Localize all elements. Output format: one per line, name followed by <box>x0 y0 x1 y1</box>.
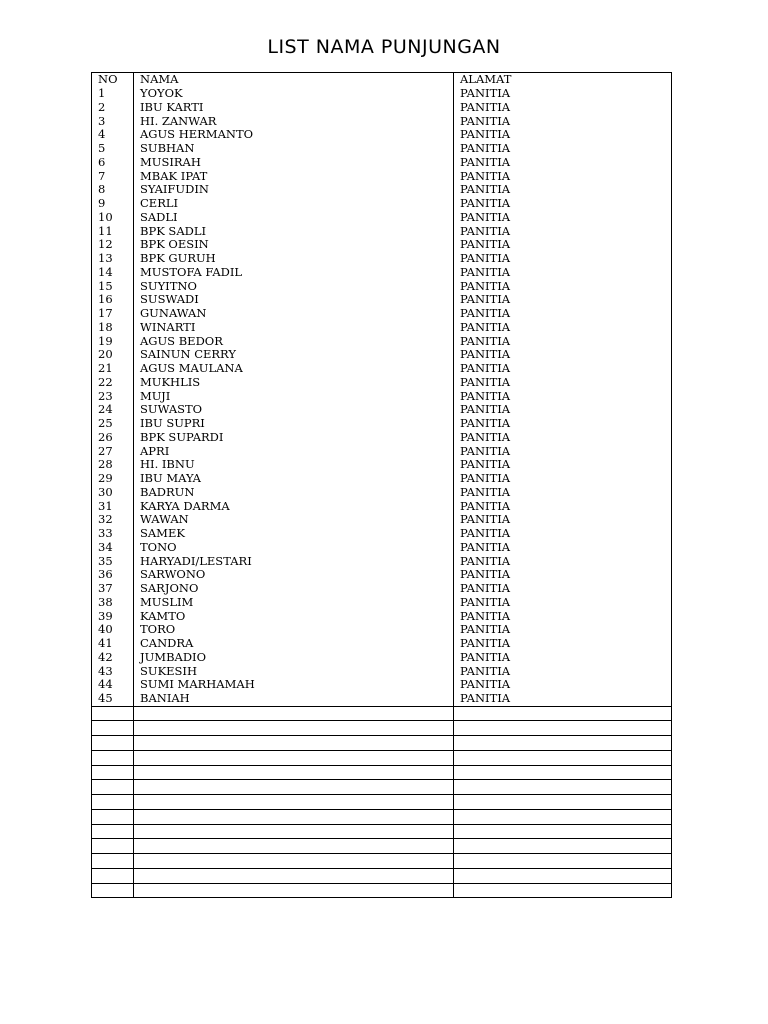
guest-list-table <box>91 72 672 898</box>
cell-nama: GUNAWAN <box>134 307 454 321</box>
table-row <box>92 499 672 513</box>
table-row <box>92 376 672 390</box>
cell-alamat: PANITIA <box>454 321 672 335</box>
table-row <box>92 527 672 541</box>
empty-cell-no <box>92 736 134 751</box>
cell-alamat: PANITIA <box>454 444 672 458</box>
table-row <box>92 609 672 623</box>
cell-nama: APRI <box>134 444 454 458</box>
cell-no: 45 <box>92 692 134 706</box>
table-row <box>92 541 672 555</box>
cell-no: 41 <box>92 637 134 651</box>
cell-nama: SARJONO <box>134 582 454 596</box>
cell-alamat: PANITIA <box>454 169 672 183</box>
empty-cell-no <box>92 721 134 736</box>
empty-cell-alamat <box>454 854 672 869</box>
table-body <box>92 73 672 898</box>
table-row <box>92 664 672 678</box>
cell-no: 23 <box>92 389 134 403</box>
cell-alamat: PANITIA <box>454 582 672 596</box>
cell-alamat: PANITIA <box>454 692 672 706</box>
empty-cell-nama <box>134 750 454 765</box>
cell-alamat: PANITIA <box>454 362 672 376</box>
cell-no: 36 <box>92 568 134 582</box>
table-row <box>92 156 672 170</box>
cell-alamat: PANITIA <box>454 128 672 142</box>
cell-alamat: PANITIA <box>454 376 672 390</box>
empty-table-row <box>92 883 672 898</box>
cell-nama: SAMEK <box>134 527 454 541</box>
cell-alamat: PANITIA <box>454 252 672 266</box>
table-row <box>92 197 672 211</box>
cell-alamat: PANITIA <box>454 142 672 156</box>
cell-no: 31 <box>92 499 134 513</box>
empty-cell-alamat <box>454 765 672 780</box>
cell-no: 3 <box>92 114 134 128</box>
cell-nama: TONO <box>134 541 454 555</box>
cell-no: 19 <box>92 334 134 348</box>
cell-nama: BPK GURUH <box>134 252 454 266</box>
table-row <box>92 431 672 445</box>
cell-no: 20 <box>92 348 134 362</box>
cell-nama: SARWONO <box>134 568 454 582</box>
cell-no: 10 <box>92 211 134 225</box>
table-row <box>92 623 672 637</box>
table-row <box>92 238 672 252</box>
cell-alamat: PANITIA <box>454 197 672 211</box>
cell-nama: MUKHLIS <box>134 376 454 390</box>
cell-nama: KARYA DARMA <box>134 499 454 513</box>
table-row <box>92 637 672 651</box>
table-row <box>92 169 672 183</box>
cell-nama: BADRUN <box>134 486 454 500</box>
cell-alamat: PANITIA <box>454 389 672 403</box>
table-row <box>92 279 672 293</box>
table-row <box>92 389 672 403</box>
cell-no: 22 <box>92 376 134 390</box>
cell-nama: WINARTI <box>134 321 454 335</box>
cell-nama: MUJI <box>134 389 454 403</box>
cell-nama: SUWASTO <box>134 403 454 417</box>
empty-table-row <box>92 795 672 810</box>
cell-no: 32 <box>92 513 134 527</box>
cell-alamat: PANITIA <box>454 651 672 665</box>
cell-nama: WAWAN <box>134 513 454 527</box>
cell-no: 17 <box>92 307 134 321</box>
table-row <box>92 307 672 321</box>
table-row <box>92 458 672 472</box>
empty-cell-no <box>92 765 134 780</box>
cell-alamat: PANITIA <box>454 664 672 678</box>
empty-cell-no <box>92 824 134 839</box>
cell-alamat: PANITIA <box>454 513 672 527</box>
header-nama: NAMA <box>134 73 454 87</box>
empty-cell-alamat <box>454 868 672 883</box>
cell-alamat: PANITIA <box>454 183 672 197</box>
cell-alamat: PANITIA <box>454 678 672 692</box>
empty-cell-nama <box>134 706 454 721</box>
empty-table-row <box>92 824 672 839</box>
table-row <box>92 348 672 362</box>
empty-cell-alamat <box>454 721 672 736</box>
cell-alamat: PANITIA <box>454 637 672 651</box>
cell-alamat: PANITIA <box>454 596 672 610</box>
table-row <box>92 114 672 128</box>
empty-cell-no <box>92 854 134 869</box>
empty-cell-no <box>92 809 134 824</box>
table-row <box>92 472 672 486</box>
empty-cell-no <box>92 750 134 765</box>
empty-table-row <box>92 721 672 736</box>
cell-no: 44 <box>92 678 134 692</box>
cell-nama: KAMTO <box>134 609 454 623</box>
cell-nama: MUSIRAH <box>134 156 454 170</box>
empty-table-row <box>92 750 672 765</box>
cell-nama: CERLI <box>134 197 454 211</box>
cell-no: 1 <box>92 87 134 101</box>
cell-nama: MBAK IPAT <box>134 169 454 183</box>
empty-table-row <box>92 736 672 751</box>
cell-no: 5 <box>92 142 134 156</box>
table-row <box>92 321 672 335</box>
cell-alamat: PANITIA <box>454 458 672 472</box>
cell-no: 8 <box>92 183 134 197</box>
cell-nama: MUSTOFA FADIL <box>134 266 454 280</box>
cell-alamat: PANITIA <box>454 472 672 486</box>
cell-nama: YOYOK <box>134 87 454 101</box>
cell-no: 11 <box>92 224 134 238</box>
empty-cell-alamat <box>454 824 672 839</box>
cell-no: 37 <box>92 582 134 596</box>
cell-no: 25 <box>92 417 134 431</box>
cell-no: 18 <box>92 321 134 335</box>
empty-cell-alamat <box>454 780 672 795</box>
table-header-row <box>92 73 672 87</box>
table-row <box>92 596 672 610</box>
cell-nama: AGUS HERMANTO <box>134 128 454 142</box>
empty-cell-nama <box>134 780 454 795</box>
cell-no: 42 <box>92 651 134 665</box>
cell-no: 33 <box>92 527 134 541</box>
cell-nama: HI. IBNU <box>134 458 454 472</box>
empty-cell-no <box>92 706 134 721</box>
cell-alamat: PANITIA <box>454 541 672 555</box>
cell-nama: JUMBADIO <box>134 651 454 665</box>
cell-alamat: PANITIA <box>454 101 672 115</box>
cell-nama: SAINUN CERRY <box>134 348 454 362</box>
empty-cell-alamat <box>454 706 672 721</box>
cell-no: 15 <box>92 279 134 293</box>
cell-alamat: PANITIA <box>454 211 672 225</box>
cell-no: 16 <box>92 293 134 307</box>
empty-table-row <box>92 868 672 883</box>
table-row <box>92 678 672 692</box>
empty-cell-no <box>92 780 134 795</box>
empty-cell-no <box>92 795 134 810</box>
cell-alamat: PANITIA <box>454 568 672 582</box>
cell-no: 29 <box>92 472 134 486</box>
table-row <box>92 568 672 582</box>
cell-nama: SADLI <box>134 211 454 225</box>
cell-alamat: PANITIA <box>454 266 672 280</box>
cell-no: 21 <box>92 362 134 376</box>
cell-alamat: PANITIA <box>454 431 672 445</box>
empty-cell-nama <box>134 721 454 736</box>
cell-alamat: PANITIA <box>454 403 672 417</box>
cell-nama: SUKESIH <box>134 664 454 678</box>
cell-alamat: PANITIA <box>454 87 672 101</box>
empty-cell-nama <box>134 854 454 869</box>
cell-nama: SYAIFUDIN <box>134 183 454 197</box>
table-row <box>92 142 672 156</box>
table-row <box>92 266 672 280</box>
empty-cell-alamat <box>454 883 672 898</box>
cell-no: 2 <box>92 101 134 115</box>
empty-cell-alamat <box>454 736 672 751</box>
empty-cell-alamat <box>454 839 672 854</box>
cell-no: 34 <box>92 541 134 555</box>
table-row <box>92 334 672 348</box>
empty-cell-nama <box>134 809 454 824</box>
cell-nama: HI. ZANWAR <box>134 114 454 128</box>
table-row <box>92 224 672 238</box>
cell-no: 13 <box>92 252 134 266</box>
table-row <box>92 293 672 307</box>
cell-no: 40 <box>92 623 134 637</box>
cell-nama: BANIAH <box>134 692 454 706</box>
table-row <box>92 651 672 665</box>
cell-nama: IBU KARTI <box>134 101 454 115</box>
table-row <box>92 362 672 376</box>
table-row <box>92 486 672 500</box>
cell-alamat: PANITIA <box>454 623 672 637</box>
table-row <box>92 252 672 266</box>
cell-alamat: PANITIA <box>454 609 672 623</box>
cell-nama: HARYADI/LESTARI <box>134 554 454 568</box>
cell-no: 14 <box>92 266 134 280</box>
cell-alamat: PANITIA <box>454 156 672 170</box>
cell-nama: BPK SUPARDI <box>134 431 454 445</box>
cell-no: 38 <box>92 596 134 610</box>
empty-table-row <box>92 809 672 824</box>
empty-cell-no <box>92 839 134 854</box>
cell-nama: IBU SUPRI <box>134 417 454 431</box>
cell-nama: SUYITNO <box>134 279 454 293</box>
cell-no: 9 <box>92 197 134 211</box>
empty-cell-no <box>92 883 134 898</box>
empty-table-row <box>92 839 672 854</box>
cell-no: 4 <box>92 128 134 142</box>
cell-no: 35 <box>92 554 134 568</box>
table-row <box>92 87 672 101</box>
table-row <box>92 211 672 225</box>
empty-table-row <box>92 706 672 721</box>
cell-no: 39 <box>92 609 134 623</box>
empty-cell-alamat <box>454 795 672 810</box>
cell-alamat: PANITIA <box>454 224 672 238</box>
cell-nama: SUSWADI <box>134 293 454 307</box>
table-row <box>92 128 672 142</box>
cell-nama: CANDRA <box>134 637 454 651</box>
empty-cell-nama <box>134 824 454 839</box>
empty-cell-no <box>92 868 134 883</box>
cell-nama: BPK SADLI <box>134 224 454 238</box>
cell-alamat: PANITIA <box>454 417 672 431</box>
document-title: LIST NAMA PUNJUNGAN <box>267 36 501 58</box>
empty-table-row <box>92 854 672 869</box>
cell-no: 6 <box>92 156 134 170</box>
cell-nama: TORO <box>134 623 454 637</box>
table-row <box>92 444 672 458</box>
cell-no: 7 <box>92 169 134 183</box>
cell-no: 12 <box>92 238 134 252</box>
empty-cell-alamat <box>454 750 672 765</box>
cell-alamat: PANITIA <box>454 114 672 128</box>
table-row <box>92 101 672 115</box>
table-row <box>92 403 672 417</box>
cell-alamat: PANITIA <box>454 307 672 321</box>
cell-alamat: PANITIA <box>454 334 672 348</box>
cell-alamat: PANITIA <box>454 348 672 362</box>
cell-alamat: PANITIA <box>454 554 672 568</box>
cell-alamat: PANITIA <box>454 486 672 500</box>
cell-no: 24 <box>92 403 134 417</box>
cell-no: 28 <box>92 458 134 472</box>
empty-cell-nama <box>134 883 454 898</box>
empty-table-row <box>92 765 672 780</box>
empty-cell-nama <box>134 795 454 810</box>
cell-alamat: PANITIA <box>454 293 672 307</box>
cell-no: 27 <box>92 444 134 458</box>
cell-nama: AGUS BEDOR <box>134 334 454 348</box>
header-no: NO <box>92 73 134 87</box>
empty-cell-alamat <box>454 809 672 824</box>
table-row <box>92 582 672 596</box>
empty-cell-nama <box>134 765 454 780</box>
table-row <box>92 183 672 197</box>
cell-nama: IBU MAYA <box>134 472 454 486</box>
empty-cell-nama <box>134 736 454 751</box>
cell-no: 30 <box>92 486 134 500</box>
cell-no: 26 <box>92 431 134 445</box>
cell-nama: AGUS MAULANA <box>134 362 454 376</box>
cell-alamat: PANITIA <box>454 279 672 293</box>
cell-nama: MUSLIM <box>134 596 454 610</box>
header-alamat: ALAMAT <box>454 73 672 87</box>
cell-nama: BPK OESIN <box>134 238 454 252</box>
empty-cell-nama <box>134 839 454 854</box>
table-row <box>92 513 672 527</box>
empty-table-row <box>92 780 672 795</box>
table-row <box>92 417 672 431</box>
table-row <box>92 554 672 568</box>
cell-alamat: PANITIA <box>454 238 672 252</box>
table-row <box>92 692 672 706</box>
cell-alamat: PANITIA <box>454 527 672 541</box>
cell-nama: SUBHAN <box>134 142 454 156</box>
cell-alamat: PANITIA <box>454 499 672 513</box>
cell-no: 43 <box>92 664 134 678</box>
cell-nama: SUMI MARHAMAH <box>134 678 454 692</box>
empty-cell-nama <box>134 868 454 883</box>
